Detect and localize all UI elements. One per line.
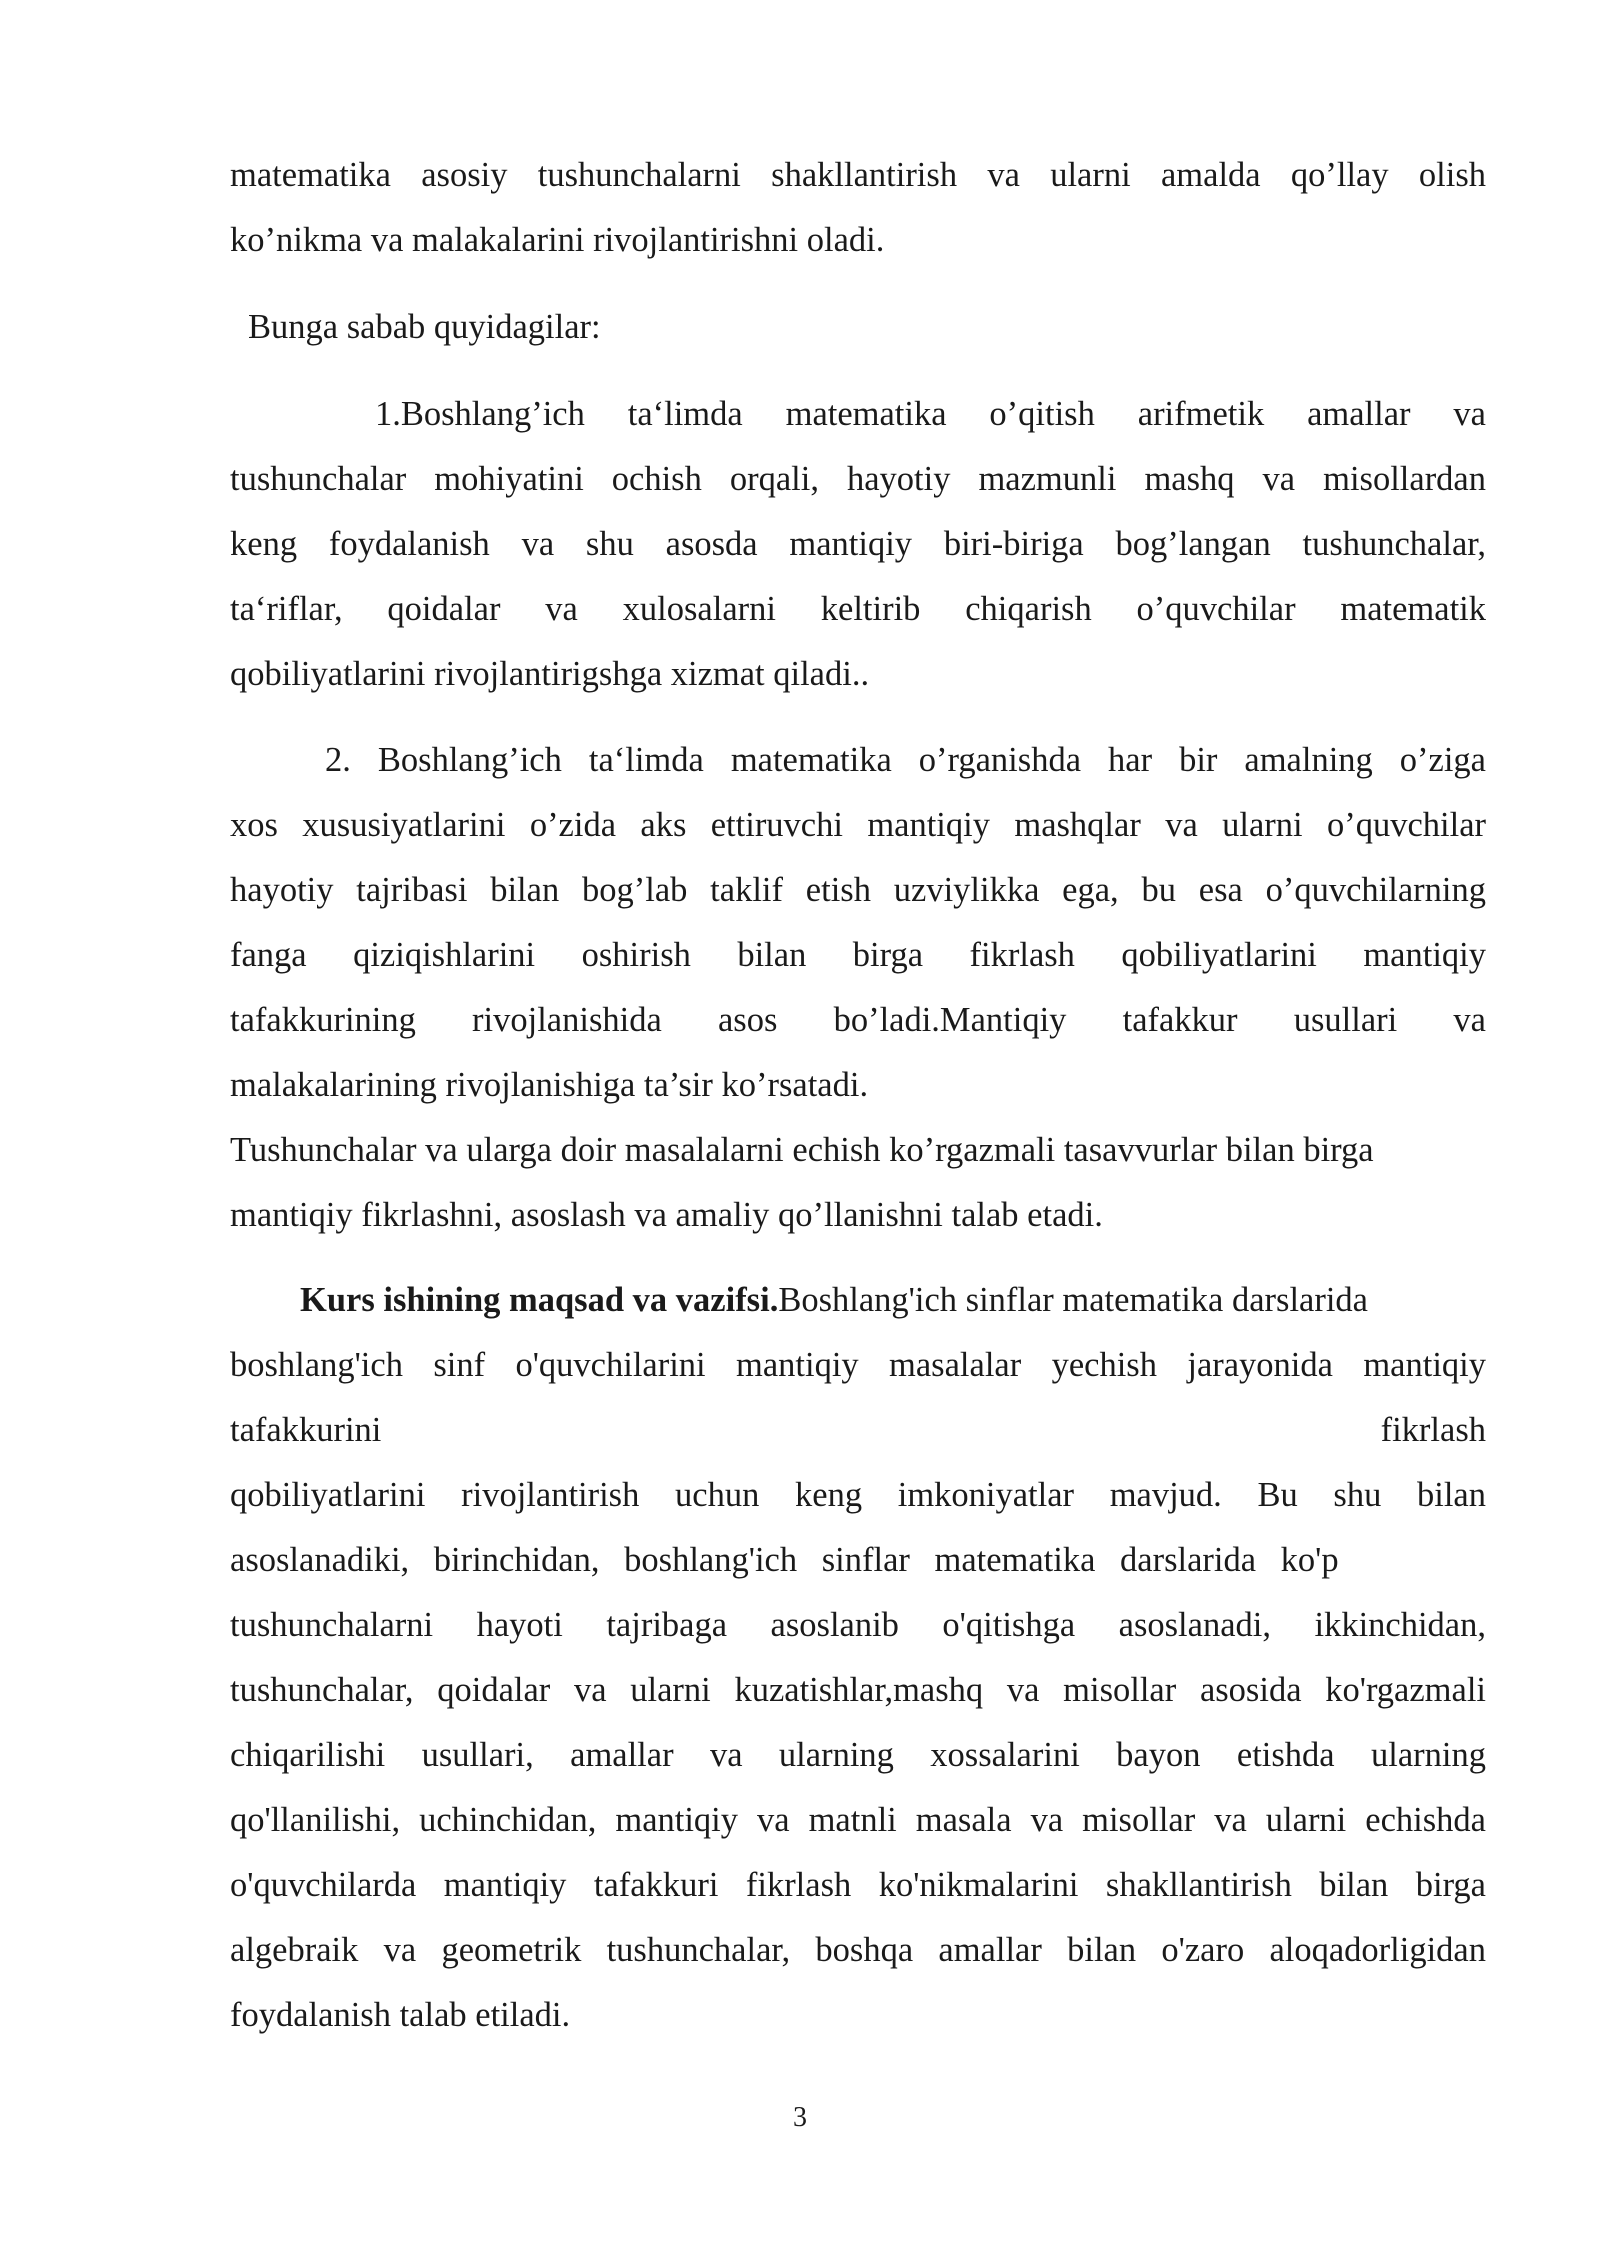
- paragraph-4: [230, 728, 1486, 1248]
- paragraph-2: [230, 295, 1486, 360]
- text-line: boshlang'ich sinf o'quvchilarini mantiqiy masalalar yechish jarayonida mantiqiy: [230, 1346, 1486, 1384]
- text-line: fanga qiziqishlarini oshirish bilan birga fikrlash qobiliyatlarini mantiqiy: [230, 936, 1486, 974]
- text-line: qobiliyatlarini rivojlantirigshga xizmat qiladi..: [230, 655, 870, 693]
- paragraph-5: [230, 1268, 1486, 2048]
- text-line: 2. Boshlang’ich ta‘limda matematika o’rganishda har bir amalning o’ziga: [325, 741, 1486, 779]
- text-line: qobiliyatlarini rivojlantirish uchun keng imkoniyatlar mavjud. Bu shu bilan: [230, 1476, 1486, 1514]
- text-line: 1.Boshlang’ich ta‘limda matematika o’qitish arifmetik amallar va: [375, 395, 1486, 433]
- text-line: malakalarining rivojlanishiga ta’sir ko’rsatadi.: [230, 1066, 869, 1104]
- text-run: Boshlang'ich sinflar matematika darslarida: [778, 1281, 1368, 1319]
- text-line: matematika asosiy tushunchalarni shakllantirish va ularni amalda qo’llay olish: [230, 156, 1486, 194]
- text-line: Tushunchalar va ularga doir masalalarni echish ko’rgazmali tasavvurlar bilan birga: [230, 1131, 1374, 1169]
- page-number: 3: [793, 2102, 807, 2133]
- text-line: ko’nikma va malakalarini rivojlantirishni oladi.: [230, 221, 885, 259]
- section-heading: Kurs ishining maqsad va vazifsi.: [300, 1281, 779, 1319]
- text-line: keng foydalanish va shu asosda mantiqiy biri-biriga bog’langan tushunchalar,: [230, 525, 1486, 563]
- text-line: hayotiy tajribasi bilan bog’lab taklif etish uzviylikka ega, bu esa o’quvchilarning: [230, 871, 1486, 909]
- text-line: xos xususiyatlarini o’zida aks ettiruvchi mantiqiy mashqlar va ularni o’quvchilar: [230, 806, 1486, 844]
- paragraph-1: [230, 143, 1486, 273]
- text-line: tushunchalar, qoidalar va ularni kuzatishlar,mashq va misollar asosida ko'rgazmali: [230, 1671, 1486, 1709]
- text-line: [230, 1268, 1486, 1333]
- text-line: asoslanadiki, birinchidan, boshlang'ich sinflar matematika darslarida ko'p: [230, 1541, 1339, 1579]
- text-line: foydalanish talab etiladi.: [230, 1996, 571, 2034]
- text-line: tafakkurini fikrlash: [230, 1411, 1486, 1449]
- text-line: algebraik va geometrik tushunchalar, boshqa amallar bilan o'zaro aloqadorligidan: [230, 1931, 1486, 1969]
- text-line: qo'llanilishi, uchinchidan, mantiqiy va matnli masala va misollar va ularni echishda: [230, 1801, 1486, 1839]
- text-line: tafakkurining rivojlanishida asos bo’ladi.Mantiqiy tafakkur usullari va: [230, 1001, 1486, 1039]
- text-line: tushunchalarni hayoti tajribaga asoslanib o'qitishga asoslanadi, ikkinchidan,: [230, 1606, 1486, 1644]
- text-line: Bunga sabab quyidagilar:: [248, 308, 601, 346]
- paragraph-3: [230, 382, 1486, 707]
- text-line: tushunchalar mohiyatini ochish orqali, hayotiy mazmunli mashq va misollardan: [230, 460, 1486, 498]
- text-line: ta‘riflar, qoidalar va xulosalarni keltirib chiqarish o’quvchilar matematik: [230, 590, 1486, 628]
- text-line: o'quvchilarda mantiqiy tafakkuri fikrlash ko'nikmalarini shakllantirish bilan birga: [230, 1866, 1486, 1904]
- text-line: mantiqiy fikrlashni, asoslash va amaliy qo’llanishni talab etadi.: [230, 1196, 1103, 1234]
- text-line: chiqarilishi usullari, amallar va ularning xossalarini bayon etishda ularning: [230, 1736, 1486, 1774]
